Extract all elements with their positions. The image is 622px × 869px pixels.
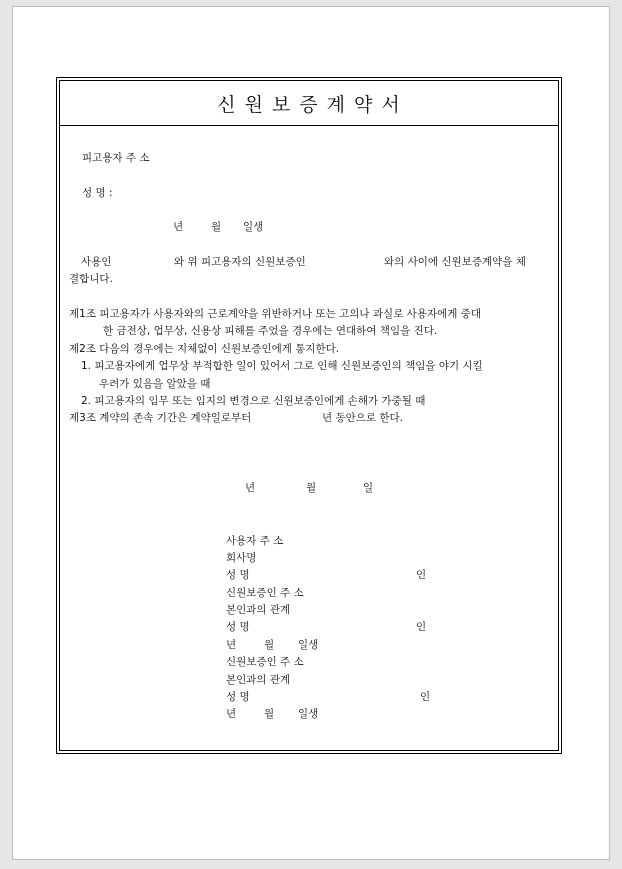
guarantor2-birth-year: 년 bbox=[226, 708, 237, 720]
guarantor1-birth-month: 월 bbox=[264, 639, 275, 651]
contract-date-day: 일 bbox=[363, 482, 374, 494]
article2: 제2조 다음의 경우에는 지체없이 신원보증인에게 통지한다. bbox=[69, 343, 340, 355]
article2-item1-line1: 1. 피고용자에게 업무상 부적합한 일이 있어서 그로 인해 신원보증인의 책임을 야기 시킬 bbox=[81, 360, 483, 372]
article2-item1-line2: 우려가 있음을 알았을 때 bbox=[99, 378, 211, 390]
guarantor2-birth-day: 일생 bbox=[298, 708, 319, 720]
guarantor1-birth-year: 년 bbox=[226, 639, 237, 651]
guarantor1-relation-label: 본인과의 관계 bbox=[226, 604, 291, 616]
company-name-label: 회사명 bbox=[226, 552, 257, 564]
document-page bbox=[12, 6, 610, 860]
contract-inner-frame bbox=[59, 80, 559, 751]
guarantor1-birth-day: 일생 bbox=[298, 639, 319, 651]
contract-date-month: 월 bbox=[306, 482, 317, 494]
guarantor2-relation-label: 본인과의 관계 bbox=[226, 674, 291, 686]
guarantor2-birth-month: 월 bbox=[264, 708, 275, 720]
contract-date-year: 년 bbox=[245, 482, 256, 494]
intro-employer-label: 사용인 bbox=[81, 256, 112, 268]
employee-address-label: 피고용자 주 소 bbox=[82, 152, 150, 164]
contract-frame bbox=[56, 77, 562, 754]
employer-address-label: 사용자 주 소 bbox=[226, 535, 284, 547]
article1-line2: 한 금전상, 업무상, 신용상 피해를 주었을 경우에는 연대하여 책임을 진다. bbox=[103, 325, 438, 337]
employee-birth-month: 월 bbox=[211, 221, 222, 233]
guarantor2-seal: 인 bbox=[420, 691, 431, 703]
article3-text-b: 년 동안으로 한다. bbox=[322, 412, 404, 424]
intro-line2: 결합니다. bbox=[69, 273, 113, 285]
intro-guarantor-text: 와 위 피고용자의 신원보증인 bbox=[174, 256, 306, 268]
title-row bbox=[60, 81, 558, 126]
employee-name-label: 성 명 : bbox=[82, 187, 113, 199]
employer-name-label: 성 명 bbox=[226, 569, 250, 581]
guarantor1-address-label: 신원보증인 주 소 bbox=[226, 587, 304, 599]
article3-text-a: 제3조 계약의 존속 기간은 계약일로부터 bbox=[69, 412, 252, 424]
employee-birth-day: 일생 bbox=[243, 221, 264, 233]
guarantor1-name-label: 성 명 bbox=[226, 621, 250, 633]
article1-line1: 제1조 피고용자가 사용자와의 근로계약을 위반하거나 또는 고의나 과실로 사용자에게 중대 bbox=[69, 308, 482, 320]
employee-birth-year: 년 bbox=[173, 221, 184, 233]
employer-seal: 인 bbox=[416, 569, 427, 581]
guarantor2-address-label: 신원보증인 주 소 bbox=[226, 656, 304, 668]
article2-item2: 2. 피고용자의 임무 또는 임지의 변경으로 신원보증인에게 손해가 가중될 때 bbox=[81, 395, 426, 407]
intro-contract-text: 와의 사이에 신원보증계약을 체 bbox=[384, 256, 526, 268]
document-title: 신원보증계약서 bbox=[217, 93, 409, 116]
guarantor2-name-label: 성 명 bbox=[226, 691, 250, 703]
guarantor1-seal: 인 bbox=[416, 621, 427, 633]
